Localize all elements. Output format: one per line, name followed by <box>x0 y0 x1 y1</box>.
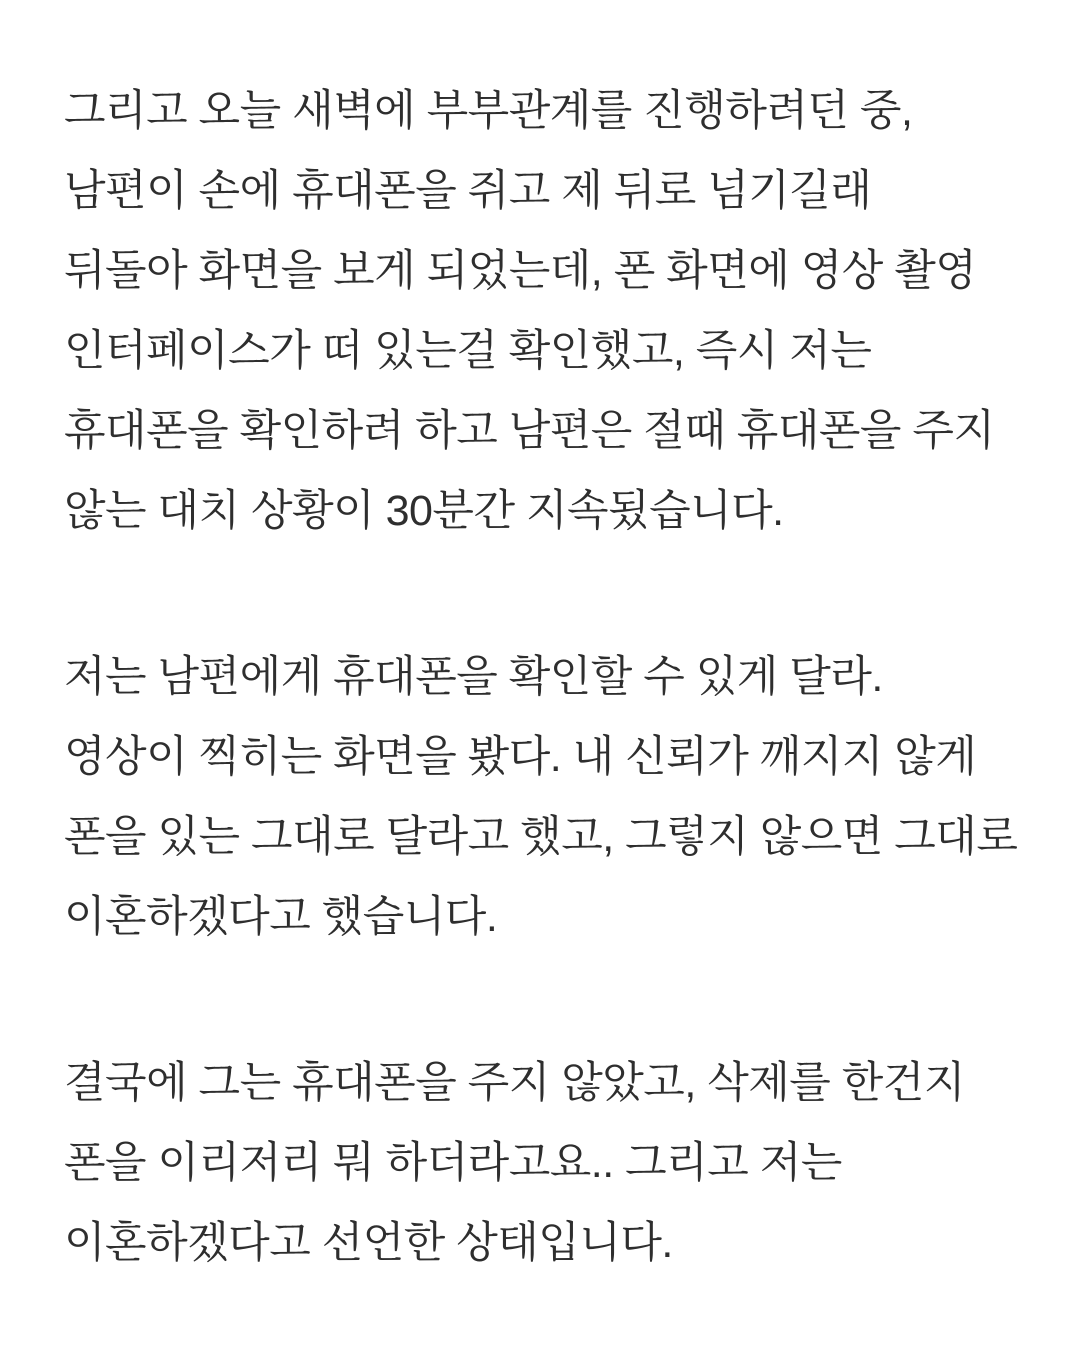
paragraph <box>64 637 1020 957</box>
text-line: 폰을 이리저리 뭐 하더라고요.. 그리고 저는 <box>64 1139 842 1187</box>
text-line: 휴대폰을 확인하려 하고 남편은 절때 휴대폰을 주지 <box>64 407 995 455</box>
paragraph <box>64 71 1020 551</box>
text-line: 남편이 손에 휴대폰을 쥐고 제 뒤로 넘기길래 <box>64 167 872 215</box>
text-line: 이혼하겠다고 했습니다. <box>64 893 498 941</box>
text-line: 결국에 그는 휴대폰을 주지 않았고, 삭제를 한건지 <box>64 1059 965 1107</box>
text-line: 폰을 있는 그대로 달라고 했고, 그렇지 않으면 그대로 <box>64 813 1018 861</box>
text-line: 인터페이스가 떠 있는걸 확인했고, 즉시 저는 <box>64 327 872 375</box>
paragraph <box>64 1043 1020 1283</box>
text-line: 이혼하겠다고 선언한 상태입니다. <box>64 1219 673 1267</box>
text-line: 뒤돌아 화면을 보게 되었는데, 폰 화면에 영상 촬영 <box>64 247 977 295</box>
paragraph-list <box>64 71 1020 1283</box>
text-line: 그리고 오늘 새벽에 부부관계를 진행하려던 중, <box>64 87 913 135</box>
text-line: 않는 대치 상황이 30분간 지속됬습니다. <box>64 487 784 535</box>
text-line: 영상이 찍히는 화면을 봤다. 내 신뢰가 깨지지 않게 <box>64 733 977 781</box>
text-line: 저는 남편에게 휴대폰을 확인할 수 있게 달라. <box>64 653 883 701</box>
